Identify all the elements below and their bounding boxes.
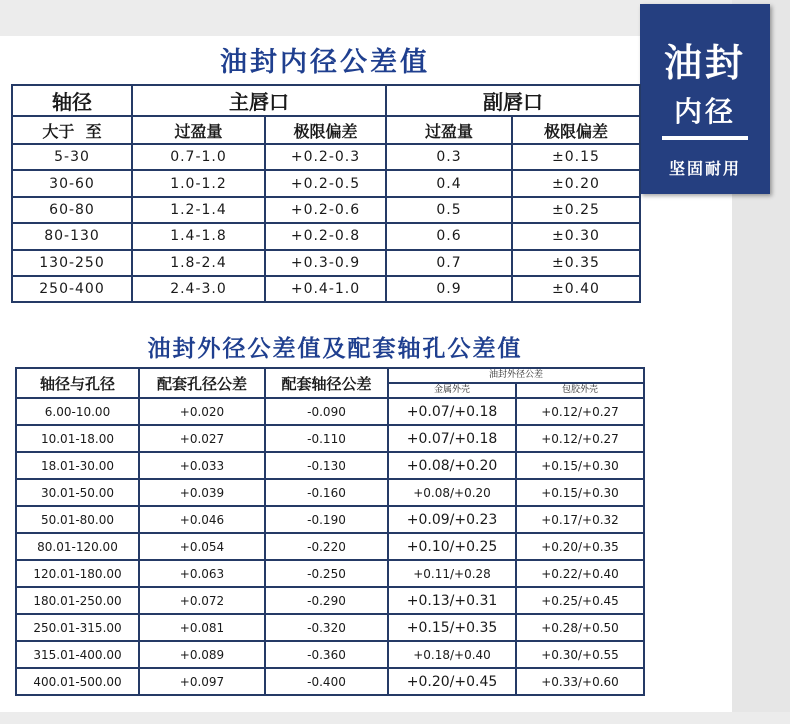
table-row <box>12 223 640 249</box>
cell-interference-2: 0.5 <box>386 197 512 223</box>
cell-shaft-hole: 180.01-250.00 <box>16 587 139 614</box>
cell-hole-tolerance: +0.046 <box>139 506 265 533</box>
table-row <box>16 614 644 641</box>
cell-metal-shell: +0.08/+0.20 <box>388 479 516 506</box>
cell-shaft-tolerance: -0.290 <box>265 587 388 614</box>
table-row <box>16 425 644 452</box>
cell-interference: 1.0-1.2 <box>132 170 265 196</box>
table2-header-row <box>16 368 644 383</box>
cell-shaft-tolerance: -0.090 <box>265 398 388 425</box>
badge-divider <box>662 136 748 140</box>
cell-interference: 2.4-3.0 <box>132 276 265 302</box>
badge-line-2: 内径 <box>673 95 736 128</box>
feature-badge <box>640 4 770 194</box>
cell-shaft: 5-30 <box>12 144 132 170</box>
table-row <box>12 250 640 276</box>
cell-hole-tolerance: +0.054 <box>139 533 265 560</box>
cell-shaft-hole: 250.01-315.00 <box>16 614 139 641</box>
cell-hole-tolerance: +0.039 <box>139 479 265 506</box>
cell-interference-2: 0.4 <box>386 170 512 196</box>
cell-rubber-shell: +0.20/+0.35 <box>516 533 644 560</box>
cell-metal-shell: +0.11/+0.28 <box>388 560 516 587</box>
table-row <box>16 641 644 668</box>
cell-interference: 0.7-1.0 <box>132 144 265 170</box>
cell-interference: 1.2-1.4 <box>132 197 265 223</box>
cell-rubber-shell: +0.12/+0.27 <box>516 398 644 425</box>
cell-metal-shell: +0.10/+0.25 <box>388 533 516 560</box>
cell-interference-2: 0.6 <box>386 223 512 249</box>
cell-tolerance-2: ±0.20 <box>512 170 640 196</box>
cell-rubber-shell: +0.25/+0.45 <box>516 587 644 614</box>
table-row <box>16 668 644 695</box>
table-row <box>12 197 640 223</box>
cell-shaft-tolerance: -0.320 <box>265 614 388 641</box>
cell-tolerance: +0.2-0.8 <box>265 223 386 249</box>
cell-shaft-hole: 50.01-80.00 <box>16 506 139 533</box>
cell-metal-shell: +0.20/+0.45 <box>388 668 516 695</box>
cell-hole-tolerance: +0.020 <box>139 398 265 425</box>
header-shaft-tolerance: 配套轴径公差 <box>265 368 388 398</box>
cell-shaft: 30-60 <box>12 170 132 196</box>
header-tolerance: 极限偏差 <box>265 116 386 144</box>
cell-rubber-shell: +0.22/+0.40 <box>516 560 644 587</box>
cell-shaft-tolerance: -0.160 <box>265 479 388 506</box>
cell-shaft-hole: 315.01-400.00 <box>16 641 139 668</box>
cell-rubber-shell: +0.15/+0.30 <box>516 479 644 506</box>
header-rubber-shell: 包胶外壳 <box>516 383 644 398</box>
cell-metal-shell: +0.08/+0.20 <box>388 452 516 479</box>
cell-tolerance-2: ±0.40 <box>512 276 640 302</box>
cell-shaft-tolerance: -0.360 <box>265 641 388 668</box>
cell-hole-tolerance: +0.027 <box>139 425 265 452</box>
cell-tolerance: +0.3-0.9 <box>265 250 386 276</box>
inner-diameter-tolerance-table <box>11 84 641 303</box>
cell-shaft-hole: 6.00-10.00 <box>16 398 139 425</box>
table-row <box>16 587 644 614</box>
header-shaft-hole: 轴径与孔径 <box>16 368 139 398</box>
cell-shaft: 130-250 <box>12 250 132 276</box>
cell-shaft: 250-400 <box>12 276 132 302</box>
cell-shaft-tolerance: -0.110 <box>265 425 388 452</box>
header-od-tolerance: 油封外径公差 <box>388 368 644 383</box>
cell-hole-tolerance: +0.033 <box>139 452 265 479</box>
table-row <box>16 506 644 533</box>
cell-shaft-tolerance: -0.250 <box>265 560 388 587</box>
cell-hole-tolerance: +0.063 <box>139 560 265 587</box>
cell-hole-tolerance: +0.072 <box>139 587 265 614</box>
badge-line-3: 坚固耐用 <box>668 159 741 178</box>
table-row <box>12 144 640 170</box>
table1-subheader-row <box>12 116 640 144</box>
cell-rubber-shell: +0.12/+0.27 <box>516 425 644 452</box>
table-row <box>16 398 644 425</box>
cell-metal-shell: +0.07/+0.18 <box>388 425 516 452</box>
cell-shaft-tolerance: -0.190 <box>265 506 388 533</box>
cell-interference-2: 0.3 <box>386 144 512 170</box>
table-row <box>16 533 644 560</box>
cell-rubber-shell: +0.17/+0.32 <box>516 506 644 533</box>
cell-metal-shell: +0.09/+0.23 <box>388 506 516 533</box>
header-tolerance-2: 极限偏差 <box>512 116 640 144</box>
cell-hole-tolerance: +0.097 <box>139 668 265 695</box>
cell-interference: 1.4-1.8 <box>132 223 265 249</box>
cell-tolerance-2: ±0.30 <box>512 223 640 249</box>
cell-hole-tolerance: +0.081 <box>139 614 265 641</box>
header-hole-tolerance: 配套孔径公差 <box>139 368 265 398</box>
cell-tolerance: +0.2-0.5 <box>265 170 386 196</box>
cell-rubber-shell: +0.33/+0.60 <box>516 668 644 695</box>
cell-interference-2: 0.7 <box>386 250 512 276</box>
cell-shaft-tolerance: -0.400 <box>265 668 388 695</box>
table1-header-row <box>12 85 640 116</box>
header-range: 大于 至 <box>12 116 132 144</box>
cell-tolerance-2: ±0.15 <box>512 144 640 170</box>
header-metal-shell: 金属外壳 <box>388 383 516 398</box>
table-row <box>16 479 644 506</box>
cell-shaft-tolerance: -0.130 <box>265 452 388 479</box>
cell-tolerance: +0.2-0.3 <box>265 144 386 170</box>
cell-shaft-tolerance: -0.220 <box>265 533 388 560</box>
cell-tolerance: +0.4-1.0 <box>265 276 386 302</box>
cell-interference-2: 0.9 <box>386 276 512 302</box>
table-row <box>16 560 644 587</box>
cell-shaft-hole: 30.01-50.00 <box>16 479 139 506</box>
cell-tolerance-2: ±0.25 <box>512 197 640 223</box>
header-interference-2: 过盈量 <box>386 116 512 144</box>
cell-metal-shell: +0.15/+0.35 <box>388 614 516 641</box>
cell-shaft-hole: 120.01-180.00 <box>16 560 139 587</box>
cell-shaft: 60-80 <box>12 197 132 223</box>
bottom-background-strip <box>0 712 790 724</box>
outer-diameter-tolerance-table <box>15 367 645 696</box>
header-aux-lip: 副唇口 <box>386 85 640 116</box>
header-shaft: 轴径 <box>12 85 132 116</box>
cell-rubber-shell: +0.15/+0.30 <box>516 452 644 479</box>
cell-rubber-shell: +0.28/+0.50 <box>516 614 644 641</box>
cell-metal-shell: +0.07/+0.18 <box>388 398 516 425</box>
cell-shaft-hole: 400.01-500.00 <box>16 668 139 695</box>
cell-shaft-hole: 18.01-30.00 <box>16 452 139 479</box>
header-interference: 过盈量 <box>132 116 265 144</box>
inner-diameter-table-title: 油封内径公差值 <box>220 47 430 78</box>
outer-diameter-table-title: 油封外径公差值及配套轴孔公差值 <box>147 336 523 362</box>
header-main-lip: 主唇口 <box>132 85 386 116</box>
cell-tolerance: +0.2-0.6 <box>265 197 386 223</box>
cell-rubber-shell: +0.30/+0.55 <box>516 641 644 668</box>
table-row <box>16 452 644 479</box>
table-row <box>12 170 640 196</box>
badge-line-1: 油封 <box>663 41 746 85</box>
cell-metal-shell: +0.18/+0.40 <box>388 641 516 668</box>
cell-shaft-hole: 80.01-120.00 <box>16 533 139 560</box>
cell-metal-shell: +0.13/+0.31 <box>388 587 516 614</box>
cell-hole-tolerance: +0.089 <box>139 641 265 668</box>
cell-shaft-hole: 10.01-18.00 <box>16 425 139 452</box>
cell-interference: 1.8-2.4 <box>132 250 265 276</box>
cell-shaft: 80-130 <box>12 223 132 249</box>
table-row <box>12 276 640 302</box>
cell-tolerance-2: ±0.35 <box>512 250 640 276</box>
